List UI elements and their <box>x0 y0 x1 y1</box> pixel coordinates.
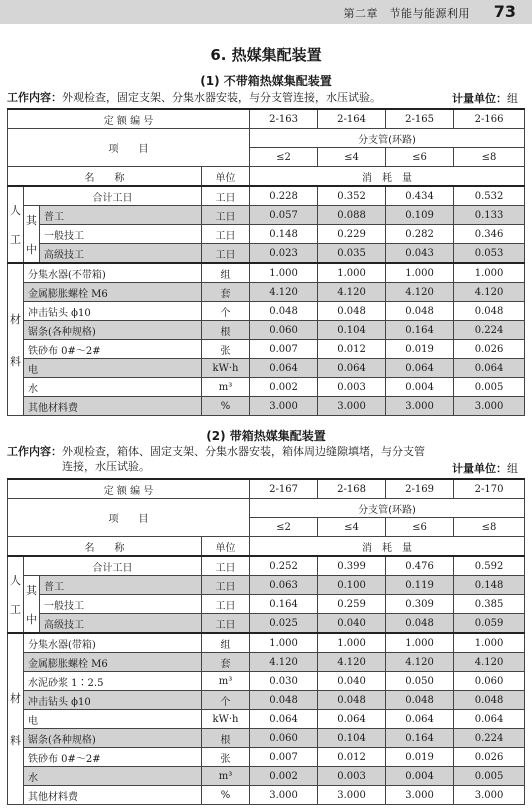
material-value: 0.012 <box>318 748 386 767</box>
material-name: 锯条(各种规格) <box>24 729 202 748</box>
table-row <box>8 537 525 557</box>
unit-column-header: 单位 <box>202 537 250 557</box>
material-value: 4.120 <box>250 283 318 302</box>
page-header <box>0 0 532 24</box>
labor-value: 0.309 <box>386 595 454 614</box>
material-unit: m³ <box>202 672 250 691</box>
labor-total-value: 0.252 <box>250 556 318 576</box>
labor-group-label <box>8 186 24 263</box>
range-value: ≤2 <box>250 518 318 537</box>
labor-total-row <box>8 186 525 206</box>
measure-unit-value: 组 <box>507 462 518 475</box>
material-unit: m³ <box>202 767 250 786</box>
range-value: ≤4 <box>318 518 386 537</box>
material-name: 冲击钻头 ϕ10 <box>24 691 202 710</box>
item-label: 项 目 <box>8 499 250 537</box>
labor-value: 0.063 <box>250 576 318 595</box>
labor-name: 一般技工 <box>40 225 202 244</box>
labor-value: 0.109 <box>386 206 454 225</box>
material-unit: m³ <box>202 378 250 397</box>
work-content-text: 外观检查，固定支架、分集水器安装，与分支管连接，水压试验。 <box>62 91 381 104</box>
labor-total-value: 0.399 <box>318 556 386 576</box>
labor-row <box>8 244 525 264</box>
labor-unit: 工日 <box>202 614 250 634</box>
material-value: 4.120 <box>386 283 454 302</box>
material-value: 0.064 <box>250 710 318 729</box>
range-value: ≤8 <box>454 148 525 167</box>
material-row <box>8 378 525 397</box>
labor-group-char: 工 <box>10 603 21 616</box>
material-value: 0.012 <box>318 340 386 359</box>
material-value: 0.064 <box>386 710 454 729</box>
labor-value: 0.148 <box>454 576 525 595</box>
material-unit: % <box>202 397 250 416</box>
material-value: 1.000 <box>454 263 525 283</box>
labor-group-char: 工 <box>10 233 21 246</box>
material-value: 0.224 <box>454 321 525 340</box>
labor-unit: 工日 <box>202 576 250 595</box>
table-row <box>8 129 525 148</box>
labor-value: 0.119 <box>386 576 454 595</box>
material-value: 0.002 <box>250 378 318 397</box>
material-name: 电 <box>24 710 202 729</box>
material-value: 0.003 <box>318 767 386 786</box>
material-value: 0.048 <box>386 302 454 321</box>
material-value: 0.007 <box>250 340 318 359</box>
labor-group-char: 人 <box>10 574 21 587</box>
material-name: 其他材料费 <box>24 397 202 416</box>
material-value: 0.030 <box>250 672 318 691</box>
labor-total-name: 合计工日 <box>24 186 202 206</box>
material-name: 锯条(各种规格) <box>24 321 202 340</box>
labor-name: 一般技工 <box>40 595 202 614</box>
table-row <box>8 499 525 518</box>
labor-total-row <box>8 556 525 576</box>
labor-value: 0.025 <box>250 614 318 634</box>
material-name: 水 <box>24 767 202 786</box>
labor-value: 0.053 <box>454 244 525 264</box>
measure-unit-label: 计量单位： <box>452 92 507 105</box>
material-value: 0.002 <box>250 767 318 786</box>
work-content-1 <box>7 90 381 105</box>
name-column-header: 名 称 <box>8 167 202 187</box>
material-value: 0.048 <box>318 691 386 710</box>
material-value: 3.000 <box>318 397 386 416</box>
material-value: 1.000 <box>454 633 525 653</box>
labor-unit: 工日 <box>202 225 250 244</box>
quota-code: 2-163 <box>250 109 318 129</box>
labor-row <box>8 206 525 225</box>
material-value: 0.048 <box>250 302 318 321</box>
material-row <box>8 340 525 359</box>
table-row <box>8 479 525 499</box>
labor-sub-char: 其 <box>26 583 37 597</box>
material-row <box>8 633 525 653</box>
work-content-text: 外观检查，箱体、固定支架、分集水器安装，箱体周边缝隙填堵，与分支管 <box>62 445 425 458</box>
material-group-label <box>8 263 24 416</box>
branch-header: 分支管(环路) <box>250 499 525 518</box>
material-value: 0.224 <box>454 729 525 748</box>
labor-name: 高级技工 <box>40 614 202 634</box>
material-value: 0.104 <box>318 321 386 340</box>
material-group-char: 料 <box>10 734 21 747</box>
material-unit: kW·h <box>202 710 250 729</box>
material-value: 0.019 <box>386 340 454 359</box>
material-value: 0.164 <box>386 729 454 748</box>
labor-value: 0.346 <box>454 225 525 244</box>
material-value: 4.120 <box>454 653 525 672</box>
material-row <box>8 653 525 672</box>
consumption-header: 消 耗 量 <box>250 537 525 557</box>
material-value: 3.000 <box>250 786 318 805</box>
labor-sub-char: 其 <box>26 213 37 227</box>
labor-total-unit: 工日 <box>202 186 250 206</box>
labor-total-value: 0.434 <box>386 186 454 206</box>
item-label: 项 目 <box>8 129 250 167</box>
labor-row <box>8 576 525 595</box>
material-row <box>8 691 525 710</box>
table-row <box>8 109 525 129</box>
material-value: 3.000 <box>250 397 318 416</box>
range-value: ≤6 <box>386 518 454 537</box>
range-value: ≤6 <box>386 148 454 167</box>
labor-value: 0.100 <box>318 576 386 595</box>
material-unit: % <box>202 786 250 805</box>
labor-value: 0.282 <box>386 225 454 244</box>
material-unit: 套 <box>202 653 250 672</box>
material-row <box>8 672 525 691</box>
range-value: ≤2 <box>250 148 318 167</box>
material-row <box>8 397 525 416</box>
name-column-header: 名 称 <box>8 537 202 557</box>
material-value: 3.000 <box>386 397 454 416</box>
material-value: 0.064 <box>318 710 386 729</box>
material-name: 金属膨胀螺栓 M6 <box>24 283 202 302</box>
material-value: 0.064 <box>454 710 525 729</box>
labor-row <box>8 225 525 244</box>
material-value: 3.000 <box>318 786 386 805</box>
material-value: 0.060 <box>454 672 525 691</box>
material-value: 0.003 <box>318 378 386 397</box>
material-group-char: 材 <box>10 692 21 705</box>
labor-group-label <box>8 556 24 633</box>
material-value: 1.000 <box>318 633 386 653</box>
labor-value: 0.035 <box>318 244 386 264</box>
quota-code: 2-166 <box>454 109 525 129</box>
material-value: 0.048 <box>454 302 525 321</box>
labor-value: 0.040 <box>318 614 386 634</box>
material-value: 4.120 <box>250 653 318 672</box>
quota-code: 2-169 <box>386 479 454 499</box>
measure-unit-2 <box>452 460 518 476</box>
material-row <box>8 302 525 321</box>
material-unit: 个 <box>202 691 250 710</box>
labor-sub-label <box>24 576 40 634</box>
material-value: 0.064 <box>386 359 454 378</box>
labor-value: 0.048 <box>386 614 454 634</box>
material-name: 金属膨胀螺栓 M6 <box>24 653 202 672</box>
material-value: 0.048 <box>386 691 454 710</box>
range-value: ≤4 <box>318 148 386 167</box>
quota-number-label: 定 额 编 号 <box>8 109 250 129</box>
material-row <box>8 710 525 729</box>
quota-code: 2-167 <box>250 479 318 499</box>
labor-total-unit: 工日 <box>202 556 250 576</box>
material-value: 4.120 <box>318 653 386 672</box>
labor-unit: 工日 <box>202 595 250 614</box>
material-name: 铁砂布 0#～2# <box>24 340 202 359</box>
material-value: 0.004 <box>386 378 454 397</box>
page-number: 73 <box>493 2 516 21</box>
material-value: 0.064 <box>250 359 318 378</box>
material-value: 3.000 <box>454 786 525 805</box>
material-value: 0.060 <box>250 321 318 340</box>
material-unit: 根 <box>202 321 250 340</box>
measure-unit-1 <box>452 90 518 106</box>
quota-code: 2-165 <box>386 109 454 129</box>
material-value: 1.000 <box>250 263 318 283</box>
quota-code: 2-168 <box>318 479 386 499</box>
quota-code: 2-164 <box>318 109 386 129</box>
work-content-text-cont: 连接，水压试验。 <box>62 460 150 473</box>
range-value: ≤8 <box>454 518 525 537</box>
labor-value: 0.229 <box>318 225 386 244</box>
material-unit: 根 <box>202 729 250 748</box>
subsection-title-2: (2) 带箱热媒集配装置 <box>206 429 326 443</box>
table-row <box>8 167 525 187</box>
material-group-label <box>8 633 24 805</box>
labor-total-value: 0.352 <box>318 186 386 206</box>
labor-total-name: 合计工日 <box>24 556 202 576</box>
labor-value: 0.164 <box>250 595 318 614</box>
labor-value: 0.259 <box>318 595 386 614</box>
material-name: 分集水器(不带箱) <box>24 263 202 283</box>
material-unit: 套 <box>202 283 250 302</box>
material-value: 4.120 <box>386 653 454 672</box>
material-row <box>8 729 525 748</box>
labor-value: 0.088 <box>318 206 386 225</box>
labor-value: 0.148 <box>250 225 318 244</box>
labor-sub-char: 中 <box>26 612 37 626</box>
labor-sub-char: 中 <box>26 242 37 256</box>
material-value: 1.000 <box>386 263 454 283</box>
material-value: 0.050 <box>386 672 454 691</box>
material-value: 4.120 <box>318 283 386 302</box>
material-value: 0.064 <box>318 359 386 378</box>
material-value: 0.004 <box>386 767 454 786</box>
material-name: 水泥砂浆 1∶2.5 <box>24 672 202 691</box>
material-value: 3.000 <box>454 397 525 416</box>
labor-group-char: 人 <box>10 204 21 217</box>
labor-total-value: 0.592 <box>454 556 525 576</box>
consumption-header: 消 耗 量 <box>250 167 525 187</box>
material-value: 3.000 <box>386 786 454 805</box>
material-unit: kW·h <box>202 359 250 378</box>
material-name: 冲击钻头 ϕ10 <box>24 302 202 321</box>
material-row <box>8 786 525 805</box>
material-unit: 张 <box>202 748 250 767</box>
labor-value: 0.059 <box>454 614 525 634</box>
material-name: 分集水器(带箱) <box>24 633 202 653</box>
material-value: 0.048 <box>318 302 386 321</box>
labor-total-value: 0.476 <box>386 556 454 576</box>
labor-unit: 工日 <box>202 244 250 264</box>
work-content-2 <box>7 444 425 474</box>
material-name: 电 <box>24 359 202 378</box>
branch-header: 分支管(环路) <box>250 129 525 148</box>
labor-sub-label <box>24 206 40 264</box>
material-name: 铁砂布 0#～2# <box>24 748 202 767</box>
measure-unit-value: 组 <box>507 92 518 105</box>
quota-number-label: 定 额 编 号 <box>8 479 250 499</box>
material-row <box>8 359 525 378</box>
material-row <box>8 767 525 786</box>
material-row <box>8 263 525 283</box>
material-value: 0.019 <box>386 748 454 767</box>
subsection-title-1: (1) 不带箱热媒集配装置 <box>200 74 332 88</box>
material-value: 0.104 <box>318 729 386 748</box>
labor-name: 普工 <box>40 206 202 225</box>
material-row <box>8 283 525 302</box>
quota-table-1 <box>7 108 525 416</box>
labor-unit: 工日 <box>202 206 250 225</box>
material-value: 0.060 <box>250 729 318 748</box>
labor-value: 0.385 <box>454 595 525 614</box>
material-name: 其他材料费 <box>24 786 202 805</box>
material-name: 水 <box>24 378 202 397</box>
material-group-char: 料 <box>10 354 21 368</box>
quota-code: 2-170 <box>454 479 525 499</box>
material-unit: 组 <box>202 263 250 283</box>
material-value: 0.005 <box>454 378 525 397</box>
labor-value: 0.057 <box>250 206 318 225</box>
quota-table-2 <box>7 478 525 805</box>
labor-name: 普工 <box>40 576 202 595</box>
material-value: 0.064 <box>454 359 525 378</box>
material-value: 0.048 <box>454 691 525 710</box>
unit-column-header: 单位 <box>202 167 250 187</box>
labor-value: 0.043 <box>386 244 454 264</box>
work-content-label: 工作内容： <box>7 91 62 104</box>
material-value: 0.007 <box>250 748 318 767</box>
material-row <box>8 321 525 340</box>
material-value: 4.120 <box>454 283 525 302</box>
material-value: 0.164 <box>386 321 454 340</box>
material-unit: 个 <box>202 302 250 321</box>
chapter-title: 第二章 节能与能源利用 <box>343 7 470 20</box>
labor-total-value: 0.228 <box>250 186 318 206</box>
section-title: 6. 热媒集配装置 <box>210 46 322 64</box>
labor-row <box>8 595 525 614</box>
labor-row <box>8 614 525 634</box>
labor-value: 0.023 <box>250 244 318 264</box>
material-row <box>8 748 525 767</box>
labor-value: 0.133 <box>454 206 525 225</box>
material-value: 0.026 <box>454 340 525 359</box>
material-unit: 张 <box>202 340 250 359</box>
material-value: 0.048 <box>250 691 318 710</box>
material-value: 0.005 <box>454 767 525 786</box>
material-value: 0.026 <box>454 748 525 767</box>
material-value: 1.000 <box>386 633 454 653</box>
work-content-label: 工作内容： <box>7 445 62 458</box>
material-unit: 组 <box>202 633 250 653</box>
labor-name: 高级技工 <box>40 244 202 264</box>
labor-total-value: 0.532 <box>454 186 525 206</box>
material-value: 1.000 <box>318 263 386 283</box>
material-value: 0.040 <box>318 672 386 691</box>
measure-unit-label: 计量单位： <box>452 462 507 475</box>
material-value: 1.000 <box>250 633 318 653</box>
material-group-char: 材 <box>10 312 21 326</box>
